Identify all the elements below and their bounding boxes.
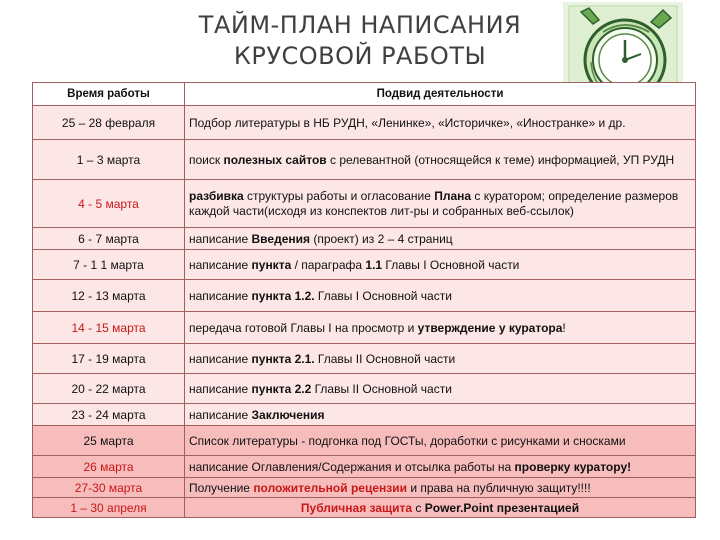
row-activity: передача готовой Главы I на просмотр и утверждение у куратора! [185, 312, 696, 344]
row-activity: поиск полезных сайтов с релевантной (относящейся к теме) информацией, УП РУДН [185, 140, 696, 180]
row-time: 27-30 марта [33, 478, 185, 498]
header-activity: Подвид деятельности [185, 83, 696, 106]
table-row [33, 180, 696, 228]
table-row [33, 456, 696, 478]
table-row [33, 498, 696, 518]
row-activity: написание пункта 2.1. Главы II Основной части [185, 344, 696, 374]
row-time: 1 – 3 марта [33, 140, 185, 180]
row-time: 12 - 13 марта [33, 280, 185, 312]
table-row [33, 140, 696, 180]
header-time: Время работы [33, 83, 185, 106]
table-header-row [33, 83, 696, 106]
row-activity: Подбор литературы в НБ РУДН, «Ленинке», «Историчке», «Иностранке» и др. [185, 106, 696, 140]
row-time: 14 - 15 марта [33, 312, 185, 344]
row-activity: написание пункта 1.2. Главы I Основной части [185, 280, 696, 312]
title-line-1: ТАЙМ-ПЛАН НАПИСАНИЯ [198, 11, 522, 39]
row-activity: написание пункта / параграфа 1.1 Главы I Основной части [185, 250, 696, 280]
row-activity: разбивка структуры работы и огласование Плана с куратором; определение размеров каждой части(исходя из конспектов лит-ры и собранных веб-ссылок) [185, 180, 696, 228]
page-title [150, 10, 570, 72]
table-row [33, 374, 696, 404]
row-activity: Список литературы - подгонка под ГОСТы, доработки с рисунками и сносками [185, 426, 696, 456]
row-time: 20 - 22 марта [33, 374, 185, 404]
row-activity: Публичная защита с Power.Point презентацией [185, 498, 696, 518]
table-row [33, 478, 696, 498]
table-row [33, 312, 696, 344]
table-row [33, 280, 696, 312]
row-activity: написание Введения (проект) из 2 – 4 страниц [185, 228, 696, 250]
row-time: 1 – 30 апреля [33, 498, 185, 518]
table-row [33, 250, 696, 280]
row-time: 26 марта [33, 456, 185, 478]
row-time: 17 - 19 марта [33, 344, 185, 374]
row-time: 23 - 24 марта [33, 404, 185, 426]
table-row [33, 426, 696, 456]
table-row [33, 344, 696, 374]
table-row [33, 404, 696, 426]
row-time: 4 - 5 марта [33, 180, 185, 228]
row-activity: написание Заключения [185, 404, 696, 426]
row-activity: написание пункта 2.2 Главы II Основной части [185, 374, 696, 404]
row-time: 25 марта [33, 426, 185, 456]
row-time: 25 – 28 февраля [33, 106, 185, 140]
timeline-table [32, 82, 696, 518]
row-time: 6 - 7 марта [33, 228, 185, 250]
row-activity: написание Оглавления/Содержания и отсылка работы на проверку куратору! [185, 456, 696, 478]
row-activity: Получение положительной рецензии и права на публичную защиту!!!! [185, 478, 696, 498]
table-row [33, 106, 696, 140]
table-row [33, 228, 696, 250]
title-line-2: КРУСОВОЙ РАБОТЫ [233, 42, 487, 70]
row-time: 7 - 1 1 марта [33, 250, 185, 280]
